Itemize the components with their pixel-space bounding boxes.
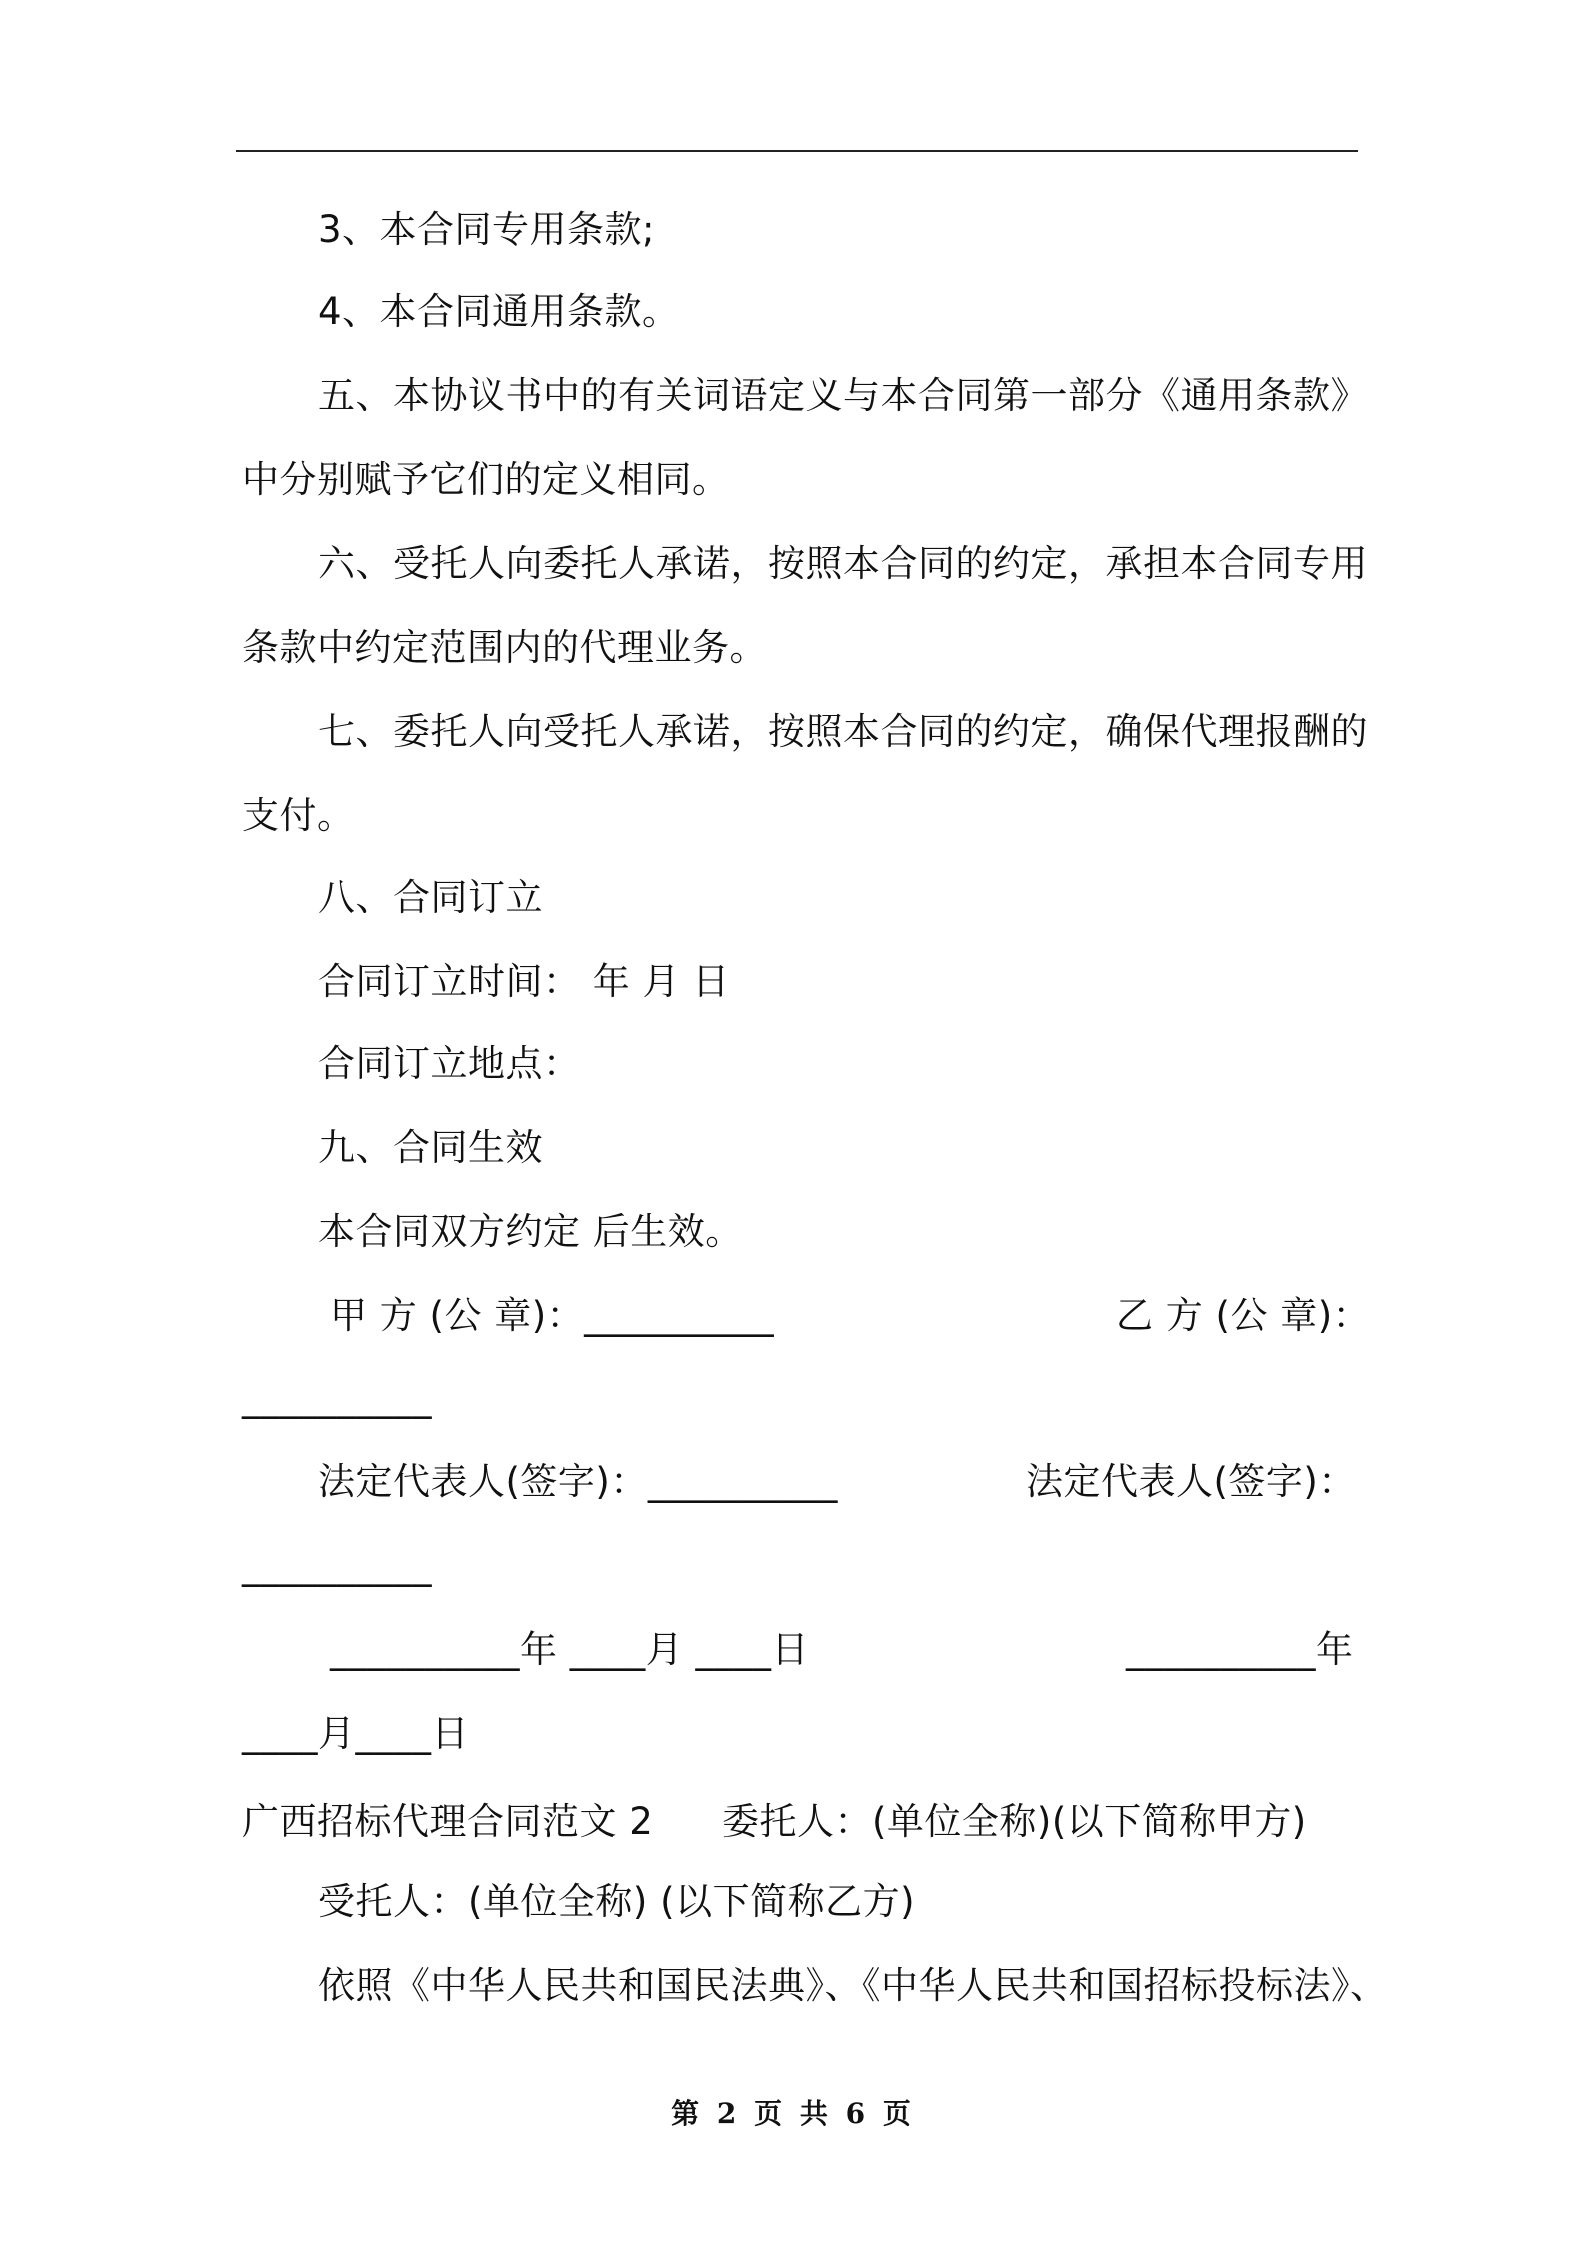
- party-a-date-field: __________年 ____月 ____日: [330, 1628, 810, 1671]
- clause-8-title: 八、合同订立: [318, 876, 543, 919]
- clause-6-line-1: 六、受托人向委托人承诺，按照本合同的约定，承担本合同专用: [318, 542, 1368, 585]
- contract-date-field: 合同订立时间： 年 月 日: [318, 960, 730, 1003]
- party-b-representative-label: 法定代表人(签字)：: [1026, 1460, 1356, 1503]
- clause-6-line-2: 条款中约定范围内的代理业务。: [242, 626, 767, 669]
- agent-line: 受托人：(单位全称) (以下简称乙方): [318, 1880, 916, 1923]
- legal-basis-line: 依照《中华人民共和国民法典》、《中华人民共和国招标投标法》、: [318, 1964, 1388, 2007]
- clause-4: 4、本合同通用条款。: [318, 290, 680, 333]
- clause-3: 3、本合同专用条款;: [318, 208, 656, 251]
- clause-5-line-1: 五、本协议书中的有关词语定义与本合同第一部分《通用条款》: [318, 374, 1368, 417]
- party-b-seal-blank: __________: [242, 1376, 432, 1419]
- party-a-representative-field: 法定代表人(签字)：__________: [318, 1460, 838, 1503]
- principal-line: 委托人：(单位全称)(以下简称甲方): [722, 1800, 1307, 1843]
- party-b-date-field-part-2: ____月____日: [242, 1712, 469, 1755]
- party-b-date-field-part-1: __________年: [1126, 1628, 1354, 1671]
- page-number: 第 2 页 共 6 页: [671, 2097, 915, 2130]
- clause-9-title: 九、合同生效: [318, 1126, 543, 1169]
- second-contract-title: 广西招标代理合同范文 2: [242, 1800, 654, 1843]
- clause-7-line-2: 支付。: [242, 794, 355, 837]
- clause-9-text: 本合同双方约定 后生效。: [318, 1210, 743, 1253]
- clause-5-line-2: 中分别赋予它们的定义相同。: [242, 458, 730, 501]
- contract-place-field: 合同订立地点：: [318, 1042, 581, 1085]
- clause-7-line-1: 七、委托人向受托人承诺，按照本合同的约定，确保代理报酬的: [318, 710, 1368, 753]
- party-a-seal-field: 甲 方 (公 章)：__________: [330, 1294, 775, 1337]
- party-b-seal-label: 乙 方 (公 章)：: [1116, 1294, 1371, 1337]
- party-b-representative-blank: __________: [242, 1544, 432, 1587]
- header-rule: [236, 150, 1358, 152]
